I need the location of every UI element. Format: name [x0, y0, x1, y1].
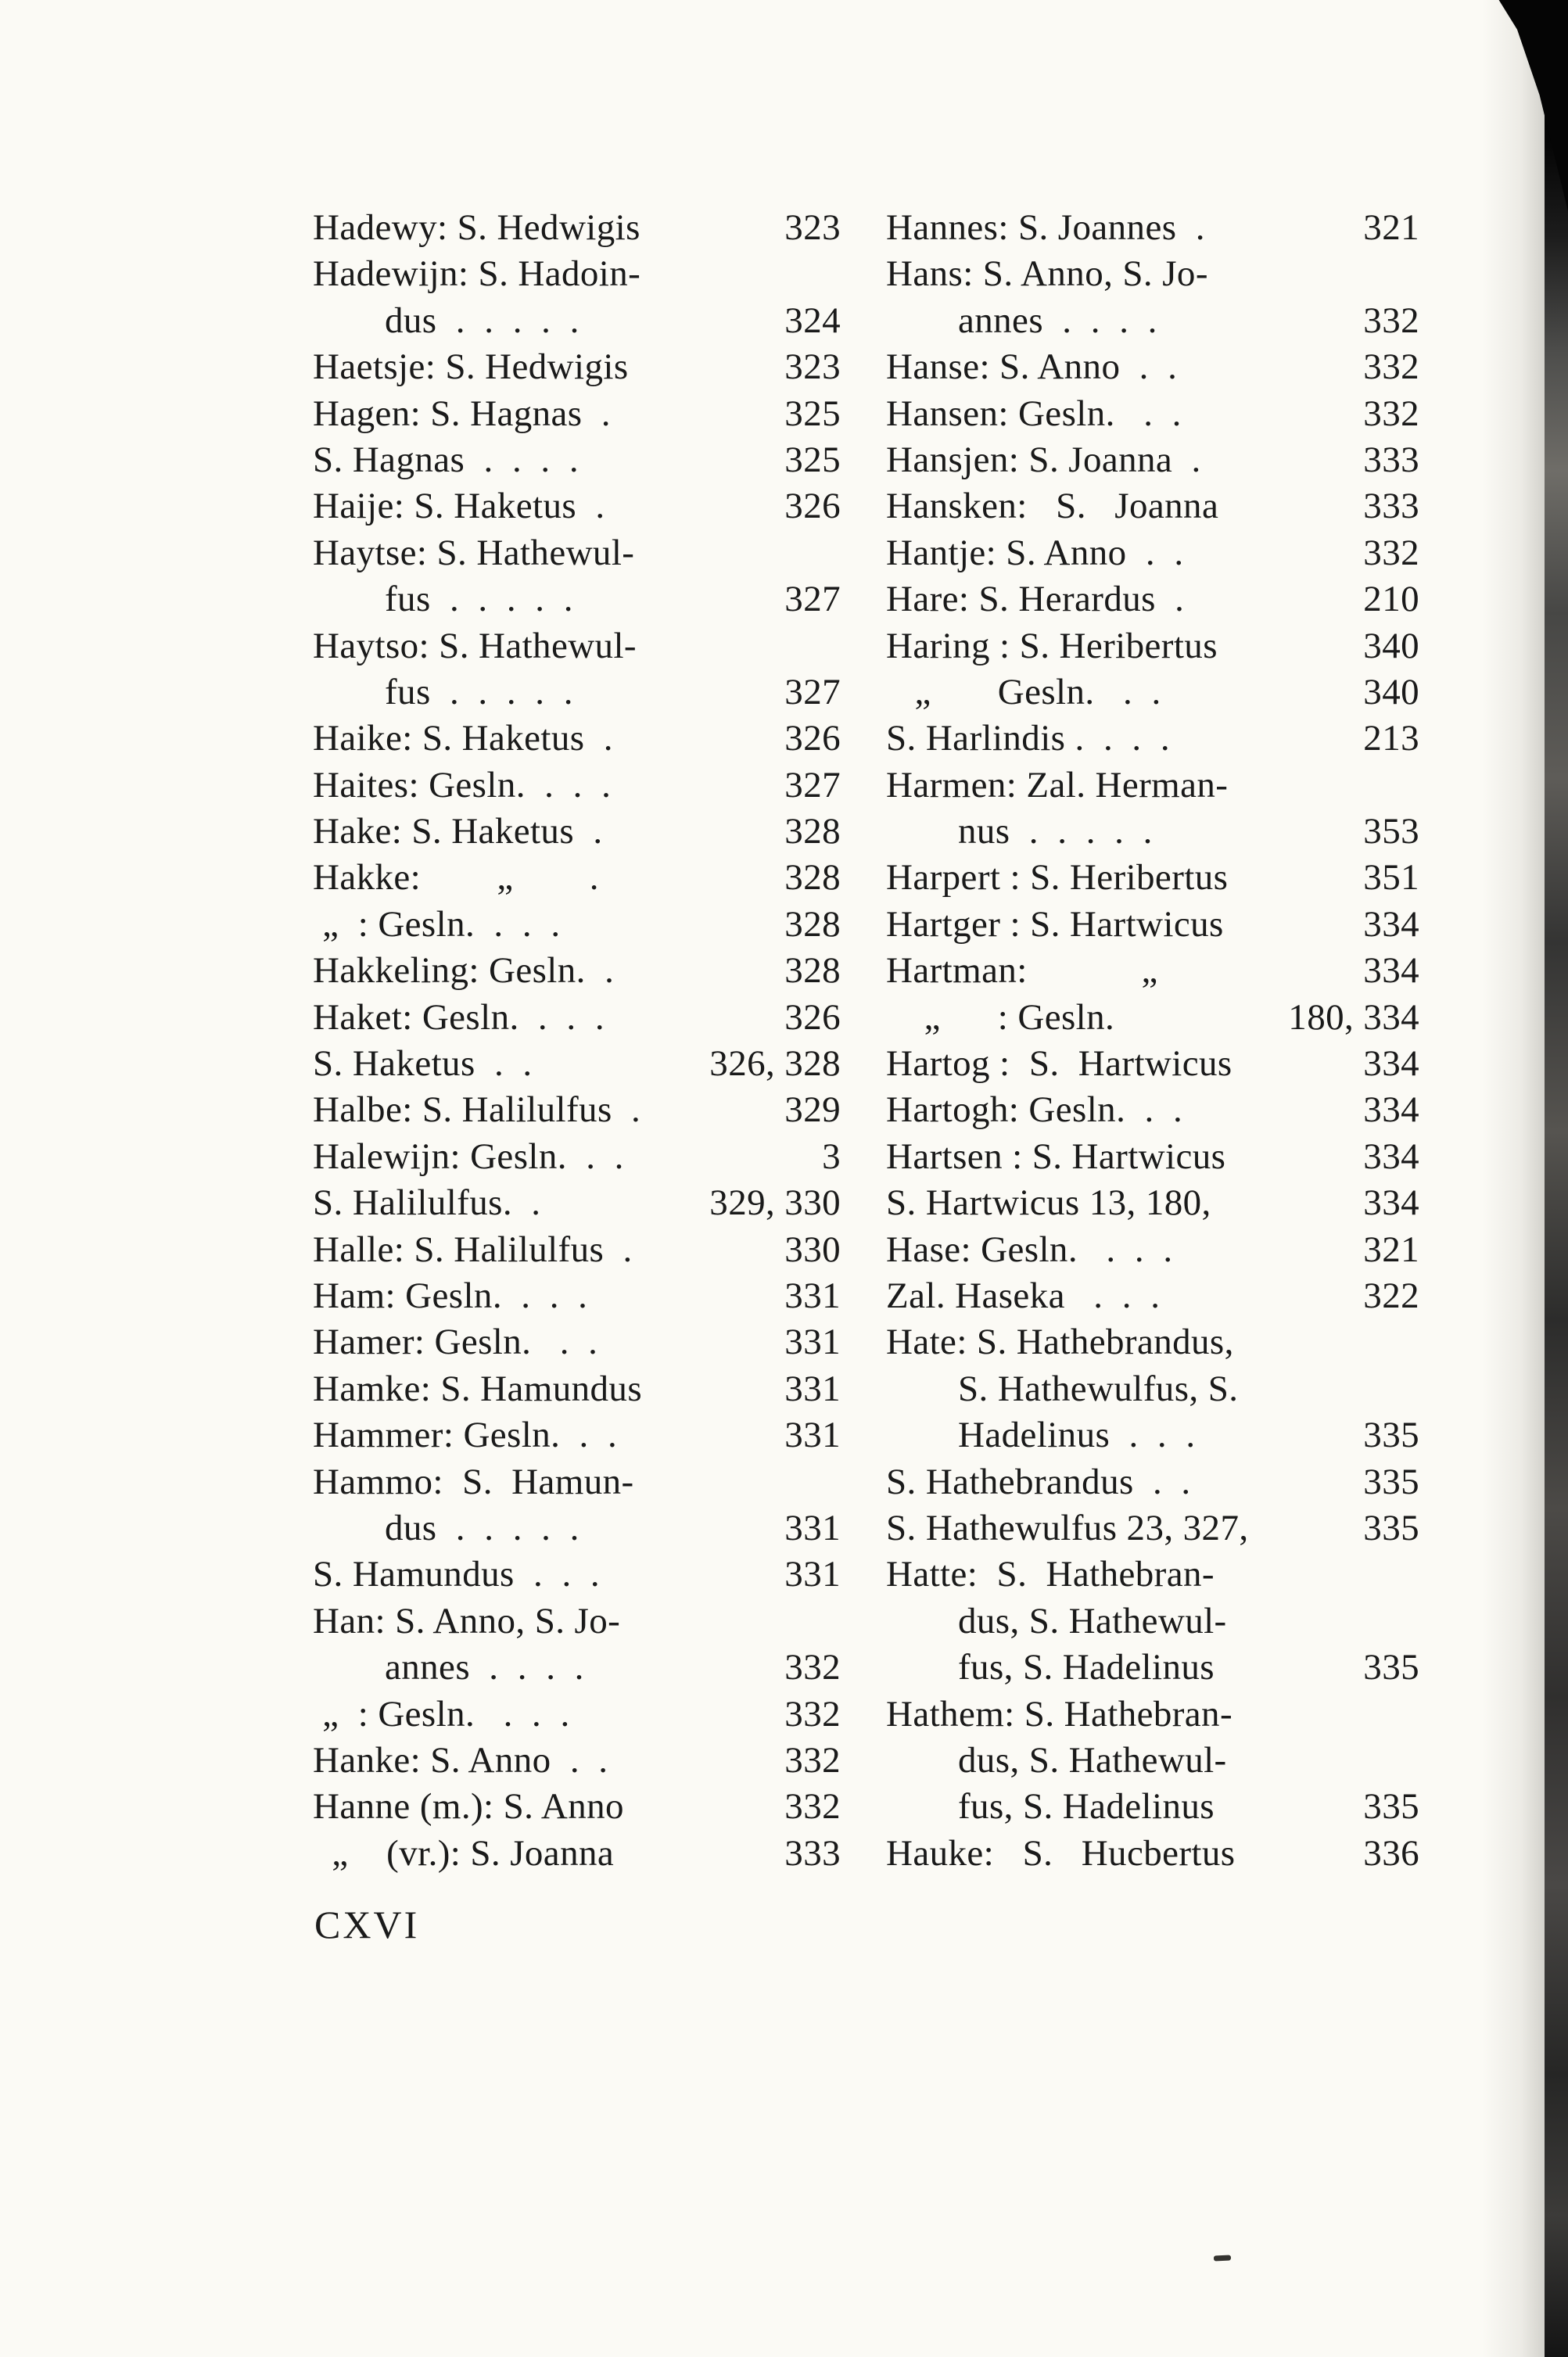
- index-line: [886, 1645, 1419, 1691]
- index-column-left: [313, 205, 841, 1877]
- entry-text: Hatte: S. Hathebran-: [886, 1554, 1215, 1595]
- index-line: [313, 298, 841, 344]
- entry-text: fus . . . . .: [385, 671, 573, 712]
- page-number: 332: [1363, 300, 1419, 341]
- entry-text: „ Gesln. . .: [886, 671, 1161, 712]
- index-line: [313, 1412, 841, 1458]
- index-line: [313, 809, 841, 855]
- index-line: [313, 855, 841, 901]
- page-number: 327: [784, 764, 841, 805]
- index-line: [313, 205, 841, 251]
- entry-text: Hans: S. Anno, S. Jo-: [886, 253, 1208, 295]
- page-number: 333: [1363, 439, 1419, 480]
- scan-stray-mark: [1214, 2255, 1231, 2261]
- entry-text: Hartogh: Gesln. . .: [886, 1089, 1183, 1131]
- index-columns: [313, 205, 1419, 1877]
- index-line: [886, 762, 1419, 809]
- entry-text: Harpert : S. Heribertus: [886, 857, 1229, 899]
- page-number: 329: [784, 1089, 841, 1131]
- index-line: [313, 1831, 841, 1877]
- entry-text: fus, S. Hadelinus: [958, 1786, 1215, 1828]
- page-number: 353: [1363, 811, 1419, 852]
- index-line: [886, 1227, 1419, 1273]
- index-line: [313, 344, 841, 390]
- index-line: [886, 251, 1419, 297]
- index-line: [886, 1784, 1419, 1830]
- index-line: [886, 1831, 1419, 1877]
- page-number: 325: [784, 393, 841, 434]
- index-line: [313, 1784, 841, 1830]
- page-number: 331: [784, 1554, 841, 1595]
- entry-text: dus . . . . .: [385, 300, 579, 341]
- entry-text: Hartger : S. Hartwicus: [886, 903, 1224, 945]
- page-number: 324: [784, 300, 841, 341]
- page-number: 334: [1363, 1043, 1419, 1085]
- entry-text: „ : Gesln. . . .: [313, 1693, 570, 1735]
- index-line: [313, 1459, 841, 1505]
- index-line: [313, 902, 841, 948]
- entry-text: Hake: S. Haketus .: [313, 811, 603, 852]
- index-line: [886, 344, 1419, 390]
- entry-text: Hartog : S. Hartwicus: [886, 1043, 1233, 1085]
- page-number: 213: [1363, 718, 1419, 759]
- entry-text: S. Hagnas . . . .: [313, 439, 579, 480]
- index-line: [886, 1505, 1419, 1552]
- index-line: [313, 251, 841, 297]
- entry-text: Hate: S. Hathebrandus,: [886, 1322, 1234, 1363]
- entry-text: Haytse: S. Hathewul-: [313, 532, 635, 573]
- page-number: 351: [1363, 857, 1419, 899]
- entry-text: S. Hathebrandus . .: [886, 1461, 1191, 1502]
- page-number: 334: [1363, 1089, 1419, 1131]
- entry-text: Haije: S. Haketus .: [313, 486, 605, 527]
- page-number: 327: [784, 579, 841, 620]
- page-number: 332: [1363, 393, 1419, 434]
- page-number: 321: [1363, 1229, 1419, 1270]
- index-line: [886, 623, 1419, 669]
- index-line: [886, 437, 1419, 483]
- index-line: [313, 1273, 841, 1319]
- entry-text: Hadelinus . . .: [958, 1415, 1196, 1456]
- index-line: [886, 576, 1419, 622]
- page-number-footer: CXVI: [314, 1903, 420, 1946]
- entry-text: Halbe: S. Halilulfus .: [313, 1089, 641, 1131]
- page-number: 340: [1363, 625, 1419, 666]
- entry-text: Hansen: Gesln. . .: [886, 393, 1182, 434]
- page-number: 331: [784, 1368, 841, 1409]
- page-number: 335: [1363, 1461, 1419, 1502]
- entry-text: Ham: Gesln. . . .: [313, 1275, 588, 1316]
- entry-text: S. Hathewulfus, S.: [958, 1368, 1239, 1409]
- entry-text: Hamer: Gesln. . .: [313, 1322, 598, 1363]
- index-line: [886, 1041, 1419, 1087]
- index-line: [886, 902, 1419, 948]
- page-number: 326: [784, 486, 841, 527]
- entry-text: S. Hathewulfus 23, 327,: [886, 1507, 1249, 1548]
- entry-text: Hartsen : S. Hartwicus: [886, 1135, 1226, 1177]
- index-line: [313, 391, 841, 437]
- entry-text: „ (vr.): S. Joanna: [313, 1832, 615, 1874]
- index-line: [313, 483, 841, 529]
- page-number: 335: [1363, 1415, 1419, 1456]
- page-number: 335: [1363, 1647, 1419, 1688]
- index-line: [313, 995, 841, 1041]
- page-number: 323: [784, 207, 841, 248]
- index-line: [886, 948, 1419, 994]
- index-line: [886, 855, 1419, 901]
- index-line: [313, 1227, 841, 1273]
- entry-text: Halle: S. Halilulfus .: [313, 1229, 633, 1270]
- index-line: [313, 1180, 841, 1226]
- entry-text: „ : Gesln. . . .: [313, 903, 561, 945]
- entry-text: Haites: Gesln. . . .: [313, 764, 612, 805]
- index-line: [313, 623, 841, 669]
- entry-text: Halewijn: Gesln. . .: [313, 1135, 624, 1177]
- index-line: [886, 1134, 1419, 1180]
- index-line: [886, 1738, 1419, 1784]
- page-number: 332: [784, 1693, 841, 1735]
- index-line: [886, 1412, 1419, 1458]
- entry-text: Hartman: „: [886, 950, 1158, 992]
- page-number: 332: [784, 1647, 841, 1688]
- entry-text: S. Harlindis . . . .: [886, 718, 1171, 759]
- page-number: 331: [784, 1507, 841, 1548]
- page-number: 326: [784, 718, 841, 759]
- page-number: 333: [784, 1832, 841, 1874]
- entry-text: Hannes: S. Joannes .: [886, 207, 1205, 248]
- page-number: 180, 334: [1288, 996, 1419, 1038]
- entry-text: Haket: Gesln. . . .: [313, 996, 605, 1038]
- index-line: [886, 995, 1419, 1041]
- entry-text: Hathem: S. Hathebran-: [886, 1693, 1233, 1735]
- index-line: [886, 1692, 1419, 1738]
- page-number: 335: [1363, 1507, 1419, 1548]
- index-line: [313, 669, 841, 716]
- page-number: 210: [1363, 579, 1419, 620]
- page-number: 328: [784, 903, 841, 945]
- index-line: [886, 716, 1419, 762]
- page-number: 323: [784, 346, 841, 388]
- entry-text: fus, S. Hadelinus: [958, 1647, 1215, 1688]
- entry-text: Haytso: S. Hathewul-: [313, 625, 637, 666]
- page-number: 331: [784, 1415, 841, 1456]
- entry-text: Harmen: Zal. Herman-: [886, 764, 1229, 805]
- page-number: 336: [1363, 1832, 1419, 1874]
- scan-corner-artifact: [1466, 0, 1568, 211]
- entry-text: Hakkeling: Gesln. .: [313, 950, 615, 992]
- page-number: 334: [1363, 1135, 1419, 1177]
- index-line: [886, 669, 1419, 716]
- entry-text: S. Haketus . .: [313, 1043, 533, 1085]
- page-number: 334: [1363, 950, 1419, 992]
- entry-text: Hamke: S. Hamundus: [313, 1368, 643, 1409]
- page-number: 3: [822, 1135, 841, 1177]
- page-number: 328: [784, 811, 841, 852]
- index-line: [313, 762, 841, 809]
- entry-text: Hanse: S. Anno . .: [886, 346, 1178, 388]
- index-column-right: [886, 205, 1419, 1877]
- page-number: 328: [784, 857, 841, 899]
- entry-text: Haetsje: S. Hedwigis: [313, 346, 629, 388]
- index-line: [886, 205, 1419, 251]
- page-number: 332: [784, 1739, 841, 1781]
- entry-text: Hadewijn: S. Hadoin-: [313, 253, 641, 295]
- entry-text: „ : Gesln.: [886, 996, 1115, 1038]
- index-line: [313, 948, 841, 994]
- entry-text: annes . . . .: [385, 1647, 584, 1688]
- scan-edge-shading: [1482, 0, 1568, 2357]
- entry-text: S. Halilulfus. .: [313, 1182, 541, 1224]
- page-number: 332: [1363, 346, 1419, 388]
- page-number: 335: [1363, 1786, 1419, 1828]
- index-line: [886, 1180, 1419, 1226]
- entry-text: S. Hamundus . . .: [313, 1554, 601, 1595]
- entry-text: Hanke: S. Anno . .: [313, 1739, 608, 1781]
- entry-text: S. Hartwicus 13, 180,: [886, 1182, 1211, 1224]
- entry-text: dus, S. Hathewul-: [958, 1600, 1227, 1641]
- page-number: 334: [1363, 1182, 1419, 1224]
- entry-text: Han: S. Anno, S. Jo-: [313, 1600, 621, 1641]
- page-number: 321: [1363, 207, 1419, 248]
- index-line: [886, 1273, 1419, 1319]
- index-line: [886, 1366, 1419, 1412]
- index-line: [886, 298, 1419, 344]
- index-line: [886, 1319, 1419, 1365]
- page-number: 331: [784, 1275, 841, 1316]
- index-line: [313, 1598, 841, 1645]
- scan-edge-band: [1545, 0, 1568, 2357]
- index-line: [886, 483, 1419, 529]
- index-line: [313, 1552, 841, 1598]
- index-line: [886, 809, 1419, 855]
- entry-text: Hauke: S. Hucbertus: [886, 1832, 1236, 1874]
- index-line: [313, 1366, 841, 1412]
- page-number: 326: [784, 996, 841, 1038]
- index-line: [313, 1041, 841, 1087]
- index-line: [886, 530, 1419, 576]
- index-line: [313, 1319, 841, 1365]
- page-number: 329, 330: [709, 1182, 841, 1224]
- page-number: 325: [784, 439, 841, 480]
- index-line: [313, 530, 841, 576]
- entry-text: dus . . . . .: [385, 1507, 579, 1548]
- entry-text: Haring : S. Heribertus: [886, 625, 1218, 666]
- entry-text: nus . . . . .: [958, 811, 1153, 852]
- index-line: [313, 1087, 841, 1133]
- entry-text: Hase: Gesln. . . .: [886, 1229, 1173, 1270]
- page-number: 330: [784, 1229, 841, 1270]
- page-number: 340: [1363, 671, 1419, 712]
- entry-text: Hadewy: S. Hedwigis: [313, 207, 640, 248]
- entry-text: annes . . . .: [958, 300, 1157, 341]
- index-line: [313, 576, 841, 622]
- index-line: [313, 1692, 841, 1738]
- entry-text: fus . . . . .: [385, 579, 573, 620]
- page-number: 322: [1363, 1275, 1419, 1316]
- page-number: 328: [784, 950, 841, 992]
- entry-text: Hagen: S. Hagnas .: [313, 393, 611, 434]
- entry-text: Hansjen: S. Joanna .: [886, 439, 1201, 480]
- entry-text: Hakke: „ .: [313, 857, 599, 899]
- page-number: 332: [784, 1786, 841, 1828]
- entry-text: Hammer: Gesln. . .: [313, 1415, 618, 1456]
- page-number: 326, 328: [709, 1043, 841, 1085]
- index-line: [313, 1505, 841, 1552]
- index-line: [313, 1645, 841, 1691]
- entry-text: Hare: S. Herardus .: [886, 579, 1185, 620]
- page-number: 331: [784, 1322, 841, 1363]
- page-number: 334: [1363, 903, 1419, 945]
- index-line: [313, 1134, 841, 1180]
- entry-text: Hammo: S. Hamun-: [313, 1461, 634, 1502]
- entry-text: dus, S. Hathewul-: [958, 1739, 1227, 1781]
- index-line: [886, 391, 1419, 437]
- index-line: [886, 1552, 1419, 1598]
- page-number: 327: [784, 671, 841, 712]
- index-line: [886, 1598, 1419, 1645]
- entry-text: Hanne (m.): S. Anno: [313, 1786, 624, 1828]
- page-number: 333: [1363, 486, 1419, 527]
- entry-text: Zal. Haseka . . .: [886, 1275, 1161, 1316]
- index-line: [313, 437, 841, 483]
- index-line: [313, 1738, 841, 1784]
- entry-text: Hansken: S. Joanna: [886, 486, 1219, 527]
- page-number: 332: [1363, 532, 1419, 573]
- index-line: [886, 1087, 1419, 1133]
- entry-text: Haike: S. Haketus .: [313, 718, 613, 759]
- index-line: [313, 716, 841, 762]
- entry-text: Hantje: S. Anno . .: [886, 532, 1184, 573]
- index-line: [886, 1459, 1419, 1505]
